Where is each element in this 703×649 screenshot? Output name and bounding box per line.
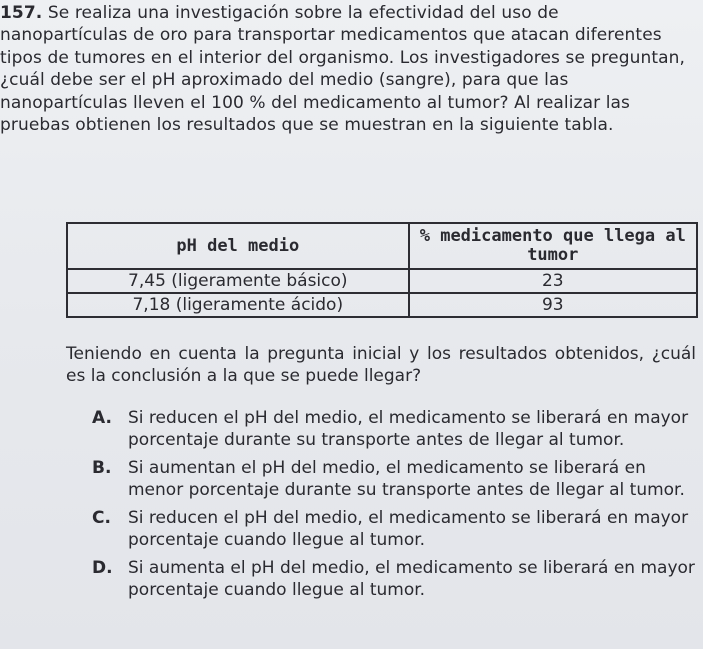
problem-intro-text: Se realiza una investigación sobre la efectividad del uso de nanopartículas de oro para transportar medicamentos que atacan diferentes tipos de tumores en el interior del organismo. Los investigadores se preguntan, ¿cuál debe ser el pH aproximado del medio (sangre), para que las nanopartículas lleven el 100 % del medicamento al tumor? Al realizar las pruebas obtienen los resultados que se muestran en la siguiente tabla. bbox=[0, 3, 686, 136]
table-row bbox=[67, 293, 697, 317]
table-header-percent: % medicamento que llega al tumor bbox=[409, 223, 697, 269]
table-cell-ph: 7,45 (ligeramente básico) bbox=[67, 269, 409, 293]
option-a[interactable] bbox=[92, 408, 702, 451]
table-header-row bbox=[67, 223, 697, 269]
results-table bbox=[66, 222, 698, 318]
table-cell-percent: 93 bbox=[409, 293, 697, 317]
option-letter: D. bbox=[92, 558, 113, 578]
problem-intro bbox=[0, 2, 690, 136]
table-cell-ph: 7,18 (ligeramente ácido) bbox=[67, 293, 409, 317]
table-row bbox=[67, 269, 697, 293]
option-letter: B. bbox=[92, 458, 112, 478]
option-text: Si reducen el pH del medio, el medicamento se liberará en mayor porcentaje cuando llegue al tumor. bbox=[128, 508, 689, 550]
table-cell-percent: 23 bbox=[409, 269, 697, 293]
problem-number: 157. bbox=[0, 3, 43, 23]
table-header-ph: pH del medio bbox=[67, 223, 409, 269]
option-letter: A. bbox=[92, 408, 112, 428]
option-c[interactable] bbox=[92, 508, 702, 551]
question-text: Teniendo en cuenta la pregunta inicial y los resultados obtenidos, ¿cuál es la conclusión a la que se puede llegar? bbox=[66, 344, 696, 386]
option-letter: C. bbox=[92, 508, 111, 528]
option-b[interactable] bbox=[92, 458, 702, 501]
option-d[interactable] bbox=[92, 558, 702, 601]
option-text: Si aumenta el pH del medio, el medicamento se liberará en mayor porcentaje cuando llegue al tumor. bbox=[128, 558, 695, 600]
answer-options bbox=[92, 408, 702, 608]
option-text: Si aumentan el pH del medio, el medicamento se liberará en menor porcentaje durante su transporte antes de llegar al tumor. bbox=[128, 458, 685, 500]
option-text: Si reducen el pH del medio, el medicamento se liberará en mayor porcentaje durante su transporte antes de llegar al tumor. bbox=[128, 408, 689, 450]
